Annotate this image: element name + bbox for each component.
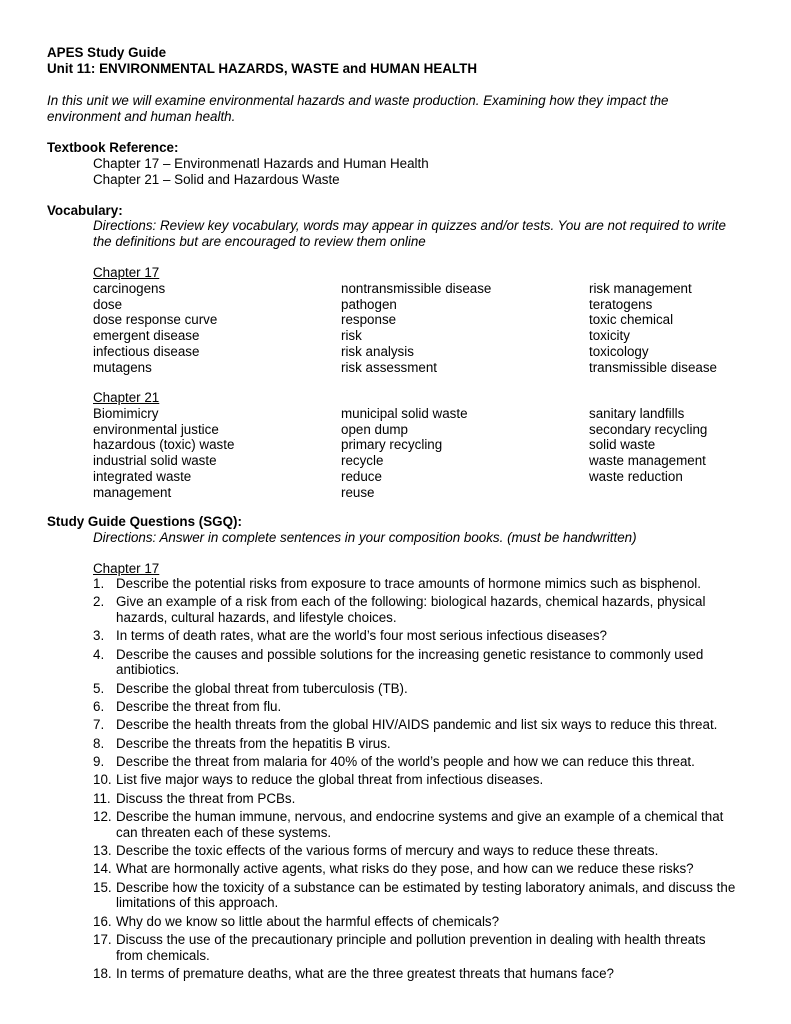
sgq-directions: Directions: Answer in complete sentences in your composition books. (must be handwritten): [93, 530, 637, 545]
sgq-heading: Study Guide Questions (SGQ):: [47, 514, 242, 529]
vocab-term: dose: [93, 296, 123, 312]
question-text: Describe the threat from malaria for 40% of the world’s people and how we can reduce this threat.: [116, 753, 695, 769]
question-text: Why do we know so little about the harmful effects of chemicals?: [116, 913, 500, 929]
vocabulary-directions-line-1: Directions: Review key vocabulary, words may appear in quizzes and/or tests. You are not required to write: [93, 218, 726, 233]
question-item: [93, 736, 753, 752]
question-number: 15.: [93, 879, 112, 895]
vocab-term: waste management: [589, 453, 706, 469]
unit-title: Unit 11: ENVIRONMENTAL HAZARDS, WASTE and HUMAN HEALTH: [47, 61, 477, 76]
intro-line-1: In this unit we will examine environmental hazards and waste production. Examining how they impact the: [47, 93, 669, 108]
question-text: Describe how the toxicity of a substance can be estimated by testing laboratory animals, and discuss the: [116, 879, 736, 895]
question-text: Discuss the threat from PCBs.: [116, 790, 296, 806]
question-text: In terms of premature deaths, what are the three greatest threats that humans face?: [116, 966, 614, 982]
vocab-term: infectious disease: [93, 343, 200, 359]
question-number: 4.: [93, 646, 105, 662]
vocab-term: industrial solid waste: [93, 453, 217, 469]
question-number: 6.: [93, 699, 105, 715]
vocab-term: Biomimicry: [93, 406, 159, 421]
question-item: [93, 628, 753, 644]
question-text: Describe the potential risks from exposure to trace amounts of hormone mimics such as bisphenol.: [116, 576, 701, 591]
question-number: 17.: [93, 931, 112, 947]
question-number: 2.: [93, 594, 105, 610]
textbook-heading: Textbook Reference:: [47, 140, 179, 155]
question-number: 8.: [93, 735, 105, 751]
question-number: 7.: [93, 717, 105, 733]
question-item: [93, 914, 753, 930]
question-number: 9.: [93, 753, 105, 769]
vocab-term: toxic chemical: [589, 312, 674, 328]
vocab-term: nontransmissible disease: [341, 281, 492, 296]
vocab-term: risk management: [589, 281, 692, 296]
question-text: Describe the global threat from tuberculosis (TB).: [116, 680, 408, 696]
question-text: Describe the threats from the hepatitis B virus.: [116, 735, 391, 751]
question-item: [93, 861, 753, 877]
vocab-term: reuse: [341, 484, 375, 500]
question-number: 1.: [93, 576, 105, 591]
vocab-ch17-column-2: [341, 281, 491, 375]
question-text: List five major ways to reduce the global threat from infectious diseases.: [116, 772, 544, 788]
vocab-ch21-column-2: [341, 406, 468, 500]
vocab-term: pathogen: [341, 296, 397, 312]
question-text: can threaten each of these systems.: [116, 824, 332, 840]
vocab-term: mutagens: [93, 359, 152, 375]
vocab-term: risk analysis: [341, 343, 414, 359]
question-text: Discuss the use of the precautionary principle and pollution prevention in dealing with health threats: [116, 931, 706, 947]
question-number: 11.: [93, 790, 111, 806]
vocab-term: primary recycling: [341, 437, 443, 453]
vocab-term: dose response curve: [93, 312, 218, 328]
question-text: Give an example of a risk from each of the following: biological hazards, chemical hazards, physical: [116, 594, 706, 610]
vocab-term: waste reduction: [589, 468, 683, 484]
question-text: Describe the toxic effects of the various forms of mercury and ways to reduce these threats.: [116, 842, 659, 858]
vocab-term: recycle: [341, 453, 384, 469]
vocab-ch17-column-1: [93, 281, 217, 375]
question-text: hazards, cultural hazards, and lifestyle choices.: [116, 610, 397, 626]
vocab-term: toxicology: [589, 343, 649, 359]
question-text: Describe the health threats from the global HIV/AIDS pandemic and list six ways to reduce this threat.: [116, 717, 718, 733]
document-title: APES Study Guide: [47, 45, 167, 60]
vocab-term: hazardous (toxic) waste: [93, 437, 235, 453]
question-number: 16.: [93, 913, 112, 929]
question-text: antibiotics.: [116, 662, 180, 678]
vocab-term: toxicity: [589, 328, 630, 344]
intro-line-2: environment and human health.: [47, 109, 236, 124]
vocab-term: management: [93, 484, 172, 500]
vocab-term: emergent disease: [93, 328, 200, 344]
sgq-chapter-title: Chapter 17: [93, 561, 160, 576]
vocab-term: reduce: [341, 468, 382, 484]
vocab-chapter-17-title: Chapter 17: [93, 265, 160, 280]
vocab-term: secondary recycling: [589, 421, 708, 437]
vocab-term: risk assessment: [341, 359, 437, 375]
vocab-ch17-column-3: [589, 281, 717, 375]
vocab-ch21-column-3: [589, 406, 707, 485]
vocab-term: carcinogens: [93, 281, 166, 296]
question-item: [93, 809, 753, 841]
vocab-term: open dump: [341, 421, 409, 437]
question-item: [93, 843, 753, 859]
textbook-item: Chapter 17 – Environmenatl Hazards and Human Health: [93, 156, 429, 171]
vocab-term: response: [341, 312, 397, 328]
vocabulary-directions-line-2: the definitions but are encouraged to review them online: [93, 234, 426, 249]
question-number: 13.: [93, 842, 112, 858]
question-number: 14.: [93, 861, 112, 877]
vocab-term: municipal solid waste: [341, 406, 468, 421]
question-number: 18.: [93, 966, 112, 982]
question-text: Describe the human immune, nervous, and endocrine systems and give an example of a chemical that: [116, 808, 724, 824]
vocab-term: environmental justice: [93, 421, 219, 437]
question-text: Describe the causes and possible solutions for the increasing genetic resistance to commonly used: [116, 646, 704, 662]
question-item: [93, 594, 753, 626]
question-text: In terms of death rates, what are the world’s four most serious infectious diseases?: [116, 628, 607, 644]
vocab-term: solid waste: [589, 437, 656, 453]
question-number: 5.: [93, 680, 105, 696]
vocab-term: sanitary landfills: [589, 406, 685, 421]
question-item: [93, 932, 753, 964]
question-item: [93, 699, 753, 715]
question-number: 10.: [93, 772, 112, 788]
question-item: [93, 681, 753, 697]
question-text: What are hormonally active agents, what risks do they pose, and how can we reduce these risks?: [116, 861, 694, 877]
vocab-chapter-21-title: Chapter 21: [93, 390, 160, 405]
vocab-ch21-column-1: [93, 406, 234, 500]
question-list: [93, 576, 753, 984]
vocab-term: risk: [341, 328, 362, 344]
vocab-term: teratogens: [589, 296, 653, 312]
question-number: 3.: [93, 628, 105, 644]
vocab-term: integrated waste: [93, 468, 192, 484]
vocabulary-heading: Vocabulary:: [47, 203, 123, 218]
question-item: [93, 576, 753, 592]
question-text: limitations of this approach.: [116, 895, 279, 911]
question-item: [93, 880, 753, 912]
question-text: from chemicals.: [116, 947, 210, 963]
vocab-term: transmissible disease: [589, 359, 718, 375]
question-item: [93, 772, 753, 788]
question-item: [93, 647, 753, 679]
textbook-item: Chapter 21 – Solid and Hazardous Waste: [93, 172, 340, 187]
question-item: [93, 791, 753, 807]
question-item: [93, 717, 753, 733]
question-item: [93, 754, 753, 770]
question-number: 12.: [93, 808, 112, 824]
question-text: Describe the threat from flu.: [116, 699, 282, 715]
question-item: [93, 966, 753, 982]
